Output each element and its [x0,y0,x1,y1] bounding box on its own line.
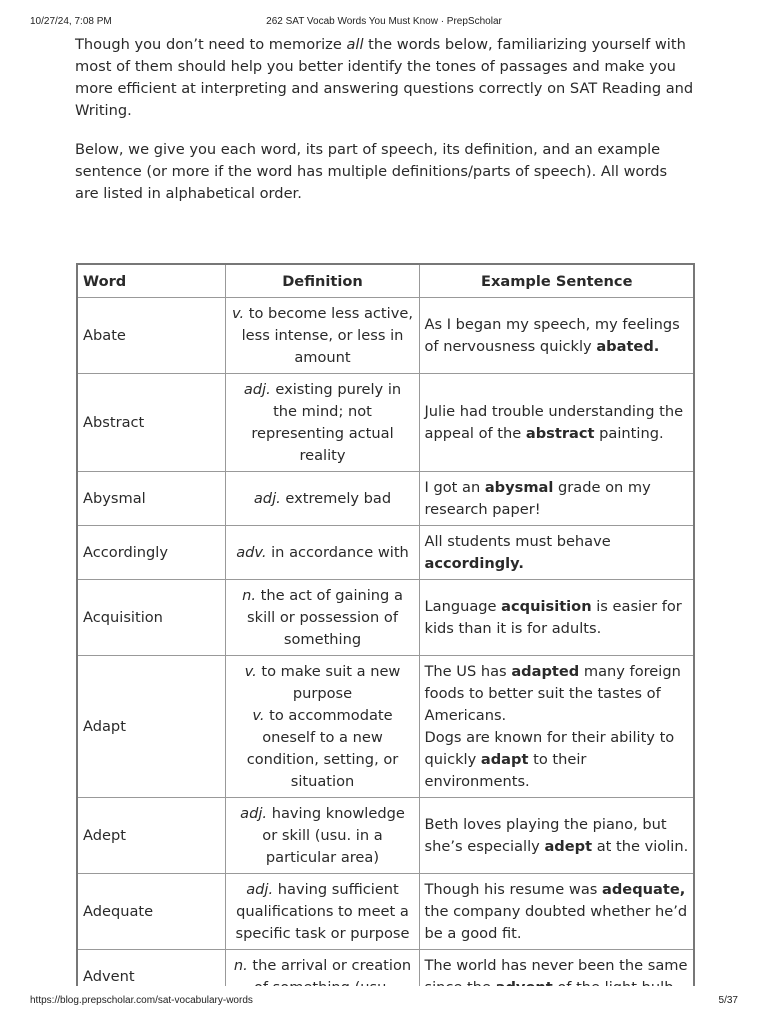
print-page-title: 262 SAT Vocab Words You Must Know · PrepScholar [266,16,502,27]
definition-cell [225,298,419,374]
table-row [77,580,694,656]
definition-cell [225,526,419,580]
print-footer [0,995,768,1009]
part-of-speech: adj. [246,881,274,898]
definition-text: having sufficient qualifications to meet a specific task or purpose [235,881,410,942]
print-url: https://blog.prepscholar.com/sat-vocabulary-words [30,995,253,1006]
example-highlight: accordingly. [424,555,524,572]
example-text: Though his resume was [424,881,603,898]
example-text: Beth loves playing the piano, but she’s especially [424,816,667,855]
example-cell [419,656,694,798]
table-row [77,526,694,580]
table-row [77,656,694,798]
part-of-speech: v. [232,305,245,322]
example-cell [419,472,694,526]
word-cell: Abstract [77,374,225,472]
intro-p1-start: Though you don’t need to memorize [75,36,347,53]
definition-text: the arrival or creation [252,957,412,974]
example-text: Julie had trouble understanding the appeal of the [424,403,684,442]
example-text: As I began my speech, my feelings of nervousness quickly [424,316,680,355]
example-text-end: many foreign foods to better suit the tastes of Americans. [424,663,681,724]
column-header-definition: Definition [225,264,419,298]
definition-text: to make suit a new purpose [256,663,401,702]
word-cell: Adequate [77,874,225,950]
part-of-speech: n. [242,587,256,604]
word-cell: Accordingly [77,526,225,580]
example-text: All students must behave [424,533,611,550]
definition-text: having knowledge or skill (usu. in a particular area) [262,805,405,866]
table-row [77,374,694,472]
intro-p1-end: the words below, familiarizing yourself with most of them should help you better identify the tones of passages and make you more efficient at interpreting and answering questions correctly on SAT Reading and Writing. [75,36,694,119]
example-text: Dogs are known for their ability to quickly [424,729,675,768]
example-cell [419,298,694,374]
example-cell [419,874,694,950]
table-row [77,298,694,374]
print-header [0,16,768,30]
vocabulary-table [76,263,695,1005]
table-row [77,798,694,874]
definition-cell [225,656,419,798]
example-highlight: abstract [525,425,595,442]
definition-cell [225,472,419,526]
definition-cell [225,374,419,472]
word-cell: Adept [77,798,225,874]
example-text-end: the company doubted whether he’d be a good fit. [424,903,688,942]
example-cell [419,580,694,656]
example-highlight: abated. [596,338,660,355]
table-row [77,472,694,526]
intro-paragraph-1 [75,34,695,122]
example-text-end: at the violin. [592,838,689,855]
word-cell: Abysmal [77,472,225,526]
part-of-speech: n. [233,957,248,974]
part-of-speech: adj. [240,805,268,822]
definition-text: to become less active, less intense, or less in amount [241,305,413,366]
part-of-speech: adv. [236,544,267,561]
table-header-row [77,264,694,298]
example-cell [419,798,694,874]
intro-p1-emphasis: all [346,36,364,53]
example-text: The world has never been the same [424,957,688,974]
part-of-speech: adj. [253,490,281,507]
definition-text: to accommodate oneself to a new condition, setting, or situation [246,707,399,790]
intro-paragraph-2: Below, we give you each word, its part of speech, its definition, and an example sentence (or more if the word has multiple definitions/parts of speech). All words are listed in alphabetical order. [75,141,668,202]
example-text-end: grade on my research paper! [424,479,651,518]
example-text: The US has [424,663,512,680]
print-datetime: 10/27/24, 7:08 PM [30,16,112,27]
word-cell: Advent [77,950,225,1005]
example-highlight: adequate, [602,881,686,898]
page-number: 5/37 [718,995,738,1006]
part-of-speech: v. [252,707,265,724]
example-cell [419,374,694,472]
example-highlight: adapted [511,663,580,680]
definition-text: the act of gaining a skill or possession of something [247,587,403,648]
word-cell: Acquisition [77,580,225,656]
part-of-speech: adj. [243,381,271,398]
definition-text: in accordance with [266,544,409,561]
example-text-end: painting. [594,425,664,442]
word-cell: Adapt [77,656,225,798]
example-text: Language [424,598,502,615]
example-text-end: to their environments. [424,751,587,790]
definition-cell [225,798,419,874]
definition-text: extremely bad [280,490,392,507]
example-highlight: acquisition [501,598,592,615]
part-of-speech: v. [244,663,257,680]
example-cell [419,526,694,580]
definition-cell [225,580,419,656]
definition-cell [225,874,419,950]
example-highlight: abysmal [484,479,554,496]
column-header-example: Example Sentence [419,264,694,298]
word-cell: Abate [77,298,225,374]
table-row [77,874,694,950]
definition-text: existing purely in the mind; not representing actual reality [251,381,402,464]
example-highlight: adapt [480,751,529,768]
example-highlight: adept [544,838,593,855]
example-text-end: is easier for kids than it is for adults. [424,598,682,637]
column-header-word: Word [77,264,225,298]
example-text: I got an [424,479,485,496]
